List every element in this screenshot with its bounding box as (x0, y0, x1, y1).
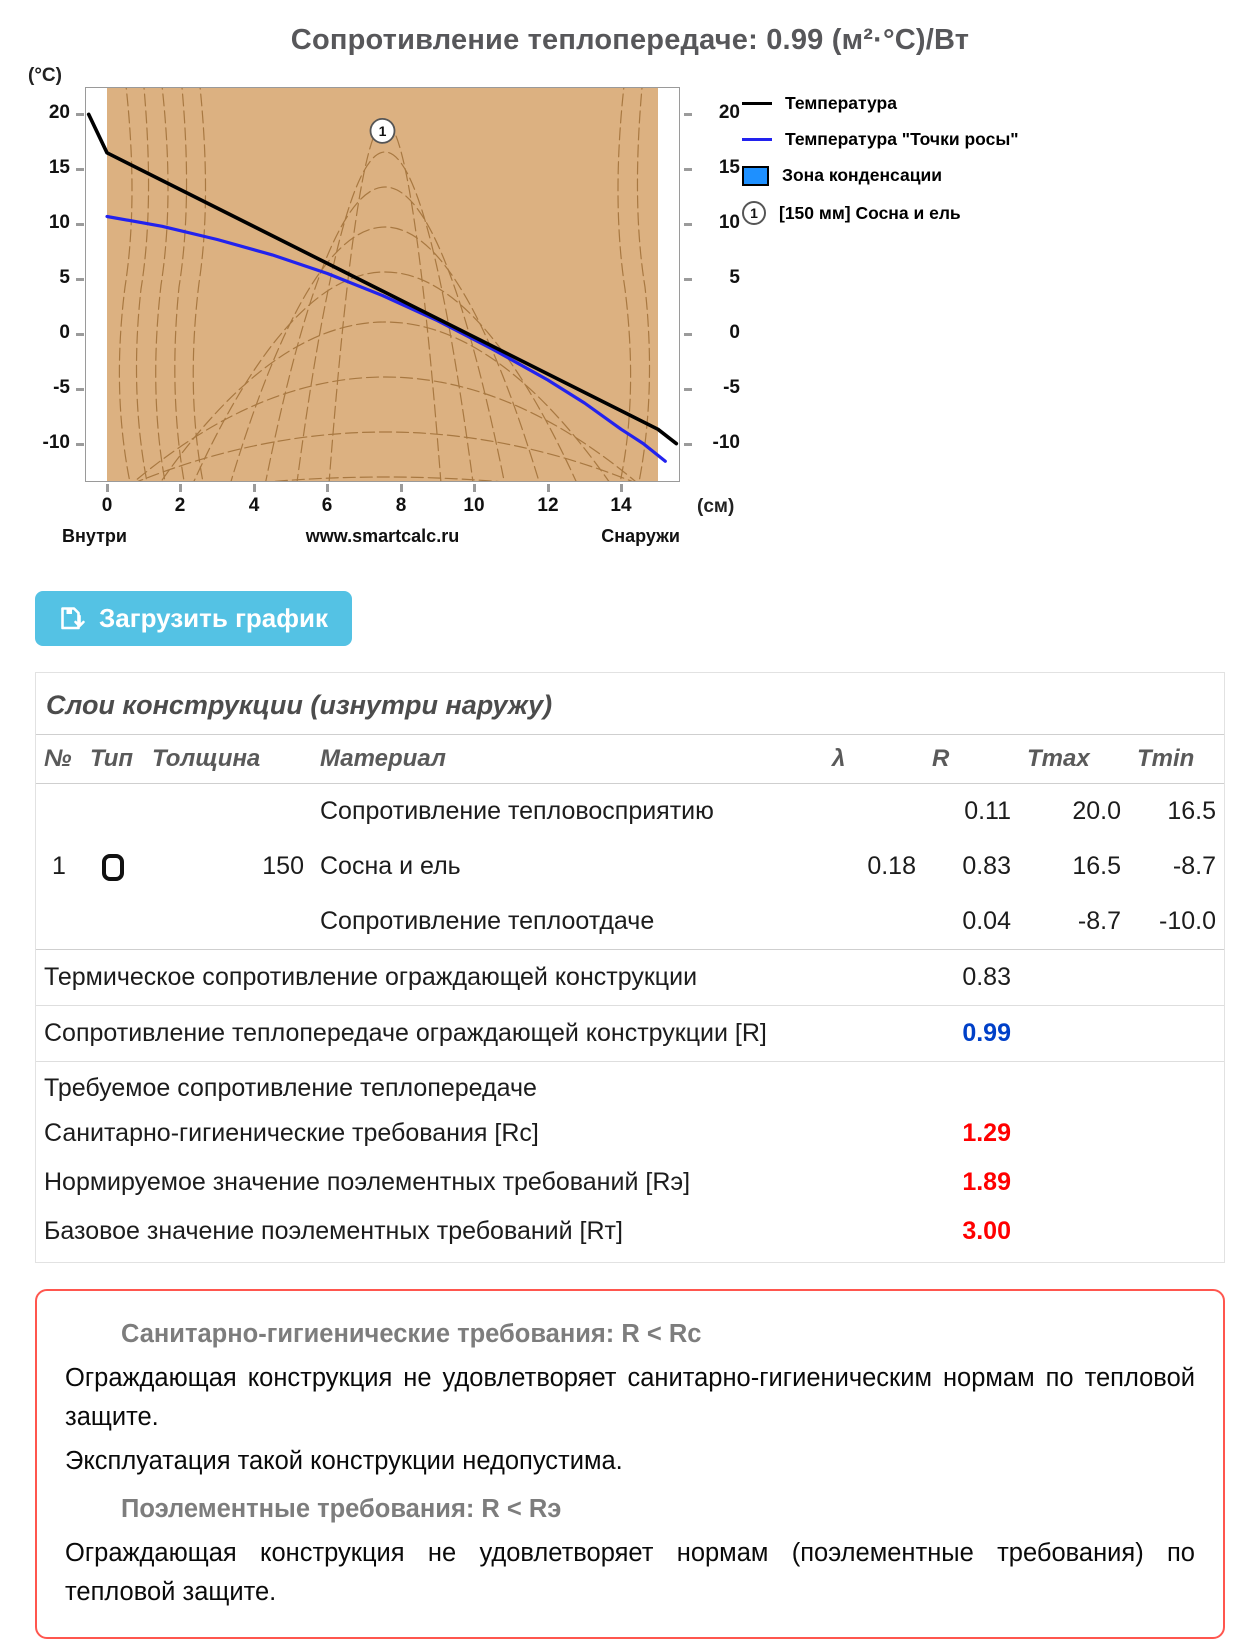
row-value: 0.83 (924, 950, 1019, 1006)
wall-temperature-plot (85, 87, 680, 482)
y-tick-label: 20 (48, 102, 70, 123)
temperature-chart (0, 65, 1260, 565)
col-header-lambda: λ (824, 735, 924, 784)
y-tick (684, 278, 692, 281)
y-tick-label: 10 (48, 212, 70, 233)
y-tick-label: 20 (718, 102, 740, 123)
table-header-row (36, 735, 1224, 784)
x-tick (179, 484, 182, 492)
sanitary-warning-title: Санитарно-гигиенические требования: R < Rc (121, 1320, 702, 1348)
x-tick-label: 10 (463, 495, 485, 516)
cell-num: 1 (52, 852, 66, 880)
y-tick (684, 223, 692, 226)
y-tick-label: -10 (42, 432, 70, 453)
row-label: Термическое сопротивление ограждающей конструкции (36, 950, 924, 1006)
cell-tmax: 16.5 (1072, 852, 1121, 880)
layers-table (36, 734, 1224, 1262)
cell-material: Сопротивление тепловосприятию (320, 797, 714, 825)
y-tick (76, 388, 84, 391)
col-header-tmax: Tmax (1019, 735, 1129, 784)
element-warning-text: Ограждающая конструкция не удовлетворяет нормам (поэлементные требования) по тепловой защите. (65, 1539, 1195, 1606)
chart-legend (742, 93, 1019, 240)
layers-section-title: Слои конструкции (изнутри наружу) (46, 690, 553, 720)
x-axis-unit-label: (см) (697, 496, 735, 517)
y-tick (684, 168, 692, 171)
x-tick-label: 12 (537, 495, 559, 516)
x-tick-label: 0 (101, 495, 113, 516)
y-tick-label: -5 (53, 377, 70, 398)
requirements-warning-box (35, 1289, 1225, 1639)
cell-thickness: 150 (262, 852, 304, 880)
legend-item-dew-point (742, 129, 1019, 150)
y-tick (76, 443, 84, 446)
y-tick (76, 223, 84, 226)
y-tick (684, 113, 692, 116)
x-tick (473, 484, 476, 492)
y-tick-label: 0 (59, 322, 70, 343)
layer-number-badge: 1 (742, 201, 766, 225)
table-row-surface-out (36, 894, 1224, 950)
cell-thickness (144, 784, 312, 840)
y-axis-unit-label: (°C) (28, 65, 62, 86)
svg-text:1: 1 (378, 122, 387, 139)
y-tick-label: 15 (718, 157, 740, 178)
save-icon (59, 605, 86, 632)
x-tick-label: 2 (174, 495, 186, 516)
y-tick-label: 5 (59, 267, 70, 288)
y-tick (684, 333, 692, 336)
col-header-r: R (924, 735, 1019, 784)
cell-tmax: -8.7 (1019, 894, 1129, 950)
cell-tmin: -8.7 (1172, 852, 1216, 880)
x-tick-label: 14 (610, 495, 632, 516)
row-label: Санитарно-гигиенические требования [Rc] (44, 1119, 539, 1147)
row-total-resistance (36, 1006, 1224, 1062)
cell-num (36, 894, 82, 950)
cell-lambda: 0.18 (867, 852, 916, 880)
y-tick (76, 113, 84, 116)
row-required-title (36, 1062, 1224, 1110)
row-label: Требуемое сопротивление теплопередаче (44, 1074, 537, 1102)
x-tick (106, 484, 109, 492)
y-tick-label: 10 (718, 212, 740, 233)
cell-material: Сопротивление теплоотдаче (312, 894, 824, 950)
cell-r: 0.83 (962, 852, 1011, 880)
cell-type (82, 894, 144, 950)
temperature-line-swatch (742, 102, 772, 105)
col-header-num: № (36, 735, 82, 784)
base-requirement-value: 3.00 (962, 1217, 1011, 1245)
page-title: Сопротивление теплопередаче: 0.99 (м²·°С)/Вт (290, 24, 970, 56)
cell-type (82, 784, 144, 840)
row-label: Сопротивление теплопередаче ограждающей конструкции [R] (36, 1006, 924, 1062)
legend-item-layer-1 (742, 201, 1019, 225)
y-tick-label: 15 (48, 157, 70, 178)
row-sanitary-requirement (36, 1109, 1224, 1158)
wood-layer-fill (107, 87, 658, 482)
normed-requirement-value: 1.89 (962, 1168, 1011, 1196)
y-tick-label: -5 (723, 377, 740, 398)
table-row-surface-in (36, 784, 1224, 840)
total-resistance-value: 0.99 (924, 1006, 1019, 1062)
col-header-tmin: Tmin (1129, 735, 1224, 784)
x-tick-label: 8 (395, 495, 407, 516)
legend-item-temperature (742, 93, 1019, 114)
cell-tmin: 16.5 (1167, 797, 1216, 825)
cell-thickness (144, 894, 312, 950)
col-header-type: Тип (82, 735, 144, 784)
outside-label: Снаружи (601, 526, 680, 546)
sanitary-requirement-value: 1.29 (962, 1119, 1011, 1147)
cell-material: Сосна и ель (320, 852, 461, 880)
cell-type (82, 839, 144, 894)
cell-r: 0.11 (964, 797, 1011, 825)
layer-marker (371, 119, 395, 143)
row-base-requirement (36, 1207, 1224, 1262)
x-tick (400, 484, 403, 492)
dew-point-line-swatch (742, 138, 772, 141)
x-tick (326, 484, 329, 492)
legend-label: [150 мм] Сосна и ель (779, 202, 961, 223)
y-tick (76, 333, 84, 336)
row-label: Нормируемое значение поэлементных требований [Rэ] (44, 1168, 691, 1196)
cell-r: 0.04 (924, 894, 1019, 950)
x-tick-label: 4 (248, 495, 260, 516)
y-tick (684, 388, 692, 391)
download-chart-button[interactable] (35, 591, 352, 646)
legend-label: Температура (785, 93, 897, 113)
cell-num (36, 784, 82, 840)
cell-lambda (824, 784, 924, 840)
table-row-layer-1 (36, 839, 1224, 894)
sanitary-warning-text-2: Эксплуатация такой конструкции недопустима. (65, 1446, 623, 1475)
y-tick-label: 0 (729, 322, 740, 343)
download-chart-label: Загрузить график (99, 603, 328, 633)
col-header-thickness: Толщина (144, 735, 312, 784)
x-tick (547, 484, 550, 492)
layer-type-icon (102, 854, 124, 881)
legend-item-condensation-zone (742, 165, 1019, 186)
row-label: Базовое значение поэлементных требований [Rт] (44, 1217, 623, 1245)
legend-label: Температура "Точки росы" (785, 129, 1019, 149)
legend-label: Зона конденсации (782, 165, 942, 185)
x-tick (253, 484, 256, 492)
cell-tmax: 20.0 (1072, 797, 1121, 825)
y-tick (76, 278, 84, 281)
y-tick (76, 168, 84, 171)
cell-lambda (824, 894, 924, 950)
sanitary-warning-text: Ограждающая конструкция не удовлетворяет санитарно-гигиеническим нормам по тепловой защите. (65, 1364, 1195, 1431)
inside-label: Внутри (62, 526, 127, 546)
y-tick (684, 443, 692, 446)
row-thermal-resistance (36, 950, 1224, 1006)
row-normed-requirement (36, 1158, 1224, 1207)
y-tick-label: -10 (712, 432, 740, 453)
condensation-zone-swatch (742, 166, 769, 186)
col-header-material: Материал (312, 735, 824, 784)
cell-tmin: -10.0 (1129, 894, 1224, 950)
layers-panel (35, 672, 1225, 1263)
element-warning-title: Поэлементные требования: R < Rэ (121, 1495, 562, 1523)
y-tick-label: 5 (729, 267, 740, 288)
x-tick-label: 6 (321, 495, 333, 516)
watermark: www.smartcalc.ru (305, 526, 460, 546)
x-tick (620, 484, 623, 492)
